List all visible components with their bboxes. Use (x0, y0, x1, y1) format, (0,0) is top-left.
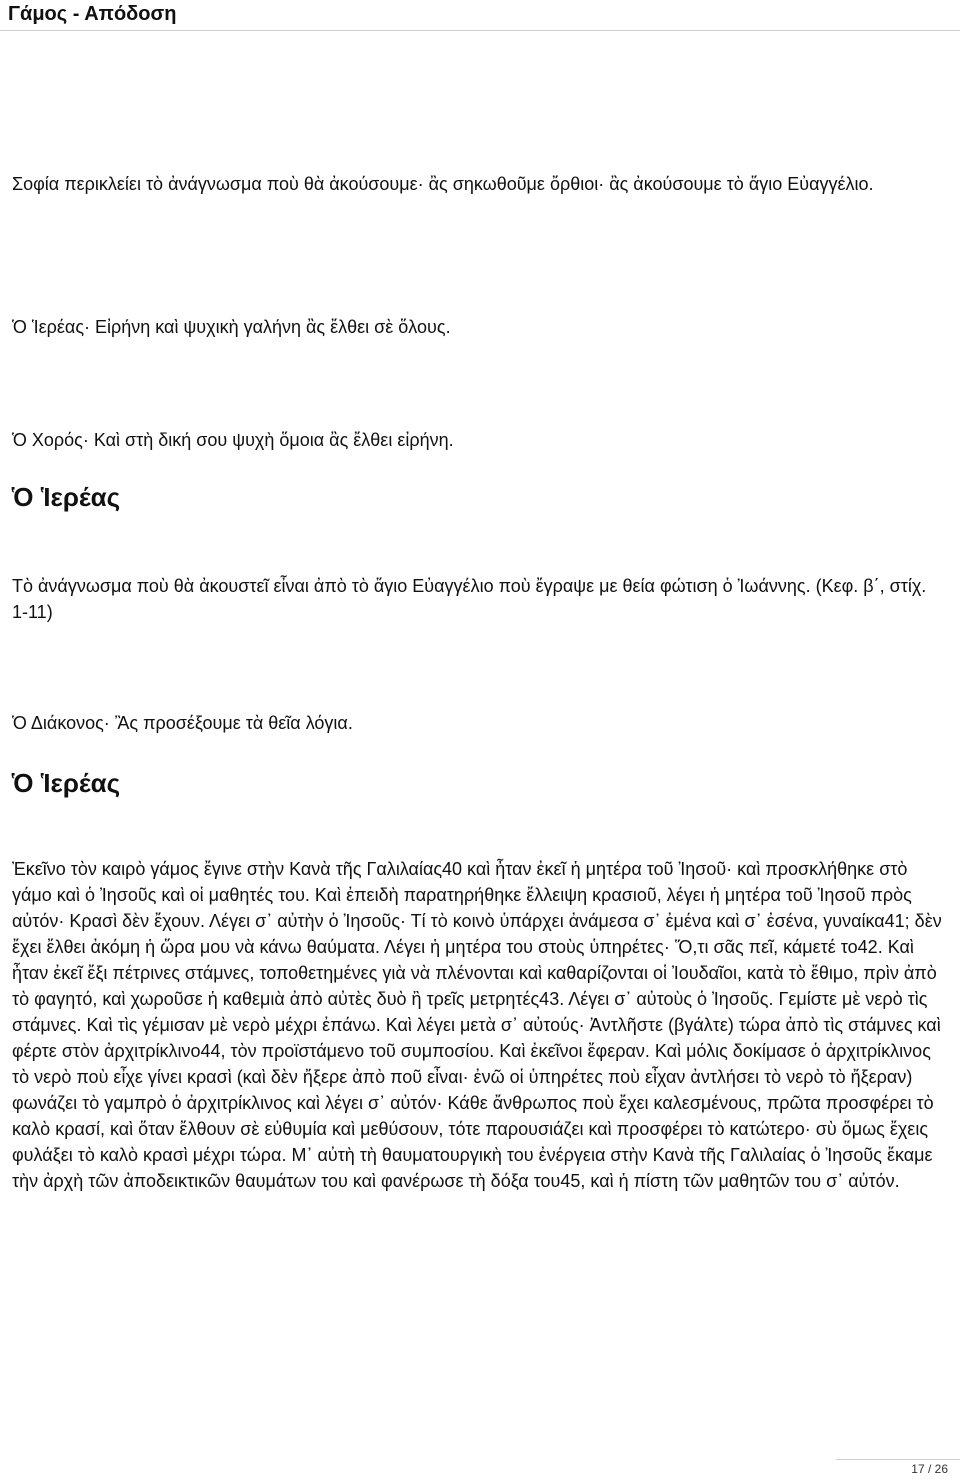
paragraph-gospel-intro: Τὸ ἀνάγνωσμα ποὺ θὰ ἀκουστεῖ εἶναι ἀπὸ τὸ ἅγιο Εὐαγγέλιο ποὺ ἔγραψε με θεία φώτιση ὁ Ἰωάννης. (Κεφ. β΄, στίχ. 1-11) (12, 576, 927, 622)
paragraph-choir-response: Ὁ Χορός· Καὶ στὴ δική σου ψυχὴ ὅμοια ἂς ἔλθει εἰρήνη. (12, 430, 454, 450)
document-title: Γάμος - Απόδοση (8, 3, 177, 25)
page-number: 17 / 26 (911, 1462, 948, 1476)
heading-priest: Ὁ Ἱερέας (12, 482, 121, 512)
paragraph-priest-peace: Ὁ Ἱερέας· Εἰρήνη καὶ ψυχικὴ γαλήνη ἂς ἔλθει σὲ ὅλους. (12, 317, 451, 337)
page-footer (0, 1459, 960, 1479)
paragraph-gospel-text: Ἐκεῖνο τὸν καιρὸ γάμος ἔγινε στὴν Κανὰ τῆς Γαλιλαίας40 καὶ ἦταν ἐκεῖ ἡ μητέρα τοῦ Ἰησοῦ· καὶ προσκλήθηκε στὸ γάμο καὶ ὁ Ἰησοῦς καὶ οἱ μαθητές του. Καὶ ἐπειδὴ παρατηρήθηκε ἔλλειψη κρασιοῦ, λέγει ἡ μητέρα τοῦ Ἰησοῦ πρὸς αὐτόν· Κρασὶ δὲν ἔχουν. Λέγει σ᾿ αὐτὴν ὁ Ἰησοῦς· Τί τὸ κοινὸ ὑπάρχει ἀνάμεσα σ᾿ ἐμένα καὶ σ᾿ ἐσένα, γυναίκα41; δὲν ἔχει ἔλθει ἀκόμη ἡ ὥρα μου νὰ κάνω θαύματα. Λέγει ἡ μητέρα του στοὺς ὑπηρέτες· Ὅ,τι σᾶς πεῖ, κάμετέ το42. Καὶ ἦταν ἐκεῖ ἔξι πέτρινες στάμνες, τοποθετημένες γιὰ νὰ πλένονται καὶ καθαρίζονται οἱ Ἰουδαῖοι, κατὰ τὸ ἔθιμο, πρὶν ἀπὸ τὸ φαγητό, καὶ χωροῦσε ἡ καθεμιὰ ἀπὸ αὐτὲς δυὸ ἢ τρεῖς μετρητές43. Λέγει σ᾿ αὐτοὺς ὁ Ἰησοῦς. Γεμίστε μὲ νερὸ τὶς στάμνες. Καὶ τὶς γέμισαν μὲ νερὸ μέχρι ἐπάνω. Καὶ λέγει μετὰ σ᾿ αὐτούς· Ἀντλῆστε (βγάλτε) τώρα ἀπὸ τὶς στάμνες καὶ φέρτε στὸν ἀρχιτρίκλινο44, τὸν προϊστάμενο τοῦ συμποσίου. Καὶ ἐκεῖνοι ἔφεραν. Καὶ μόλις δοκίμασε ὁ ἀρχιτρίκλινος τὸ νερὸ ποὺ εἶχε γίνει κρασὶ (καὶ δὲν ἤξερε ἀπὸ ποῦ εἶναι· ἐνῶ οἱ ὑπηρέτες ποὺ εἶχαν ἀντλήσει τὸ νερὸ τὸ ἤξεραν) φωνάζει τὸ γαμπρὸ ὁ ἀρχιτρίκλινος καὶ λέγει σ᾿ αὐτόν· Κάθε ἄνθρωπος ποὺ ἔχει καλεσμένους, πρῶτα προσφέρει τὸ καλὸ κρασί, καὶ ὅταν ἔλθουν σὲ εὐθυμία καὶ μεθύσουν, τότε παρουσιάζει καὶ προσφέρει τὸ κατώτερο· σὺ ὅμως ἔχεις φυλάξει τὸ καλὸ κρασὶ μέχρι τώρα. Μ᾿ αὐτὴ τὴ θαυματουργικὴ του ἐνέργεια στὴν Κανὰ τῆς Γαλιλαίας ὁ Ἰησοῦς ἔκαμε τὴν ἀρχὴ τῶν ἀποδεικτικῶν θαυμάτων του καὶ φανέρωσε τὴ δόξα του45, καὶ ἡ πίστη τῶν μαθητῶν του σ᾿ αὐτόν. (12, 859, 942, 1191)
paragraph-sophia: Σοφία περικλείει τὸ ἀνάγνωσμα ποὺ θὰ ἀκούσουμε· ἂς σηκωθοῦμε ὄρθιοι· ἂς ἀκούσουμε τὸ ἅγιο Εὐαγγέλιο. (12, 174, 874, 194)
heading-priest-2: Ὁ Ἱερέας (12, 768, 121, 798)
page-header (0, 0, 960, 31)
paragraph-deacon: Ὁ Διάκονος· Ἂς προσέξουμε τὰ θεῖα λόγια. (12, 713, 353, 733)
footer-divider (836, 1459, 960, 1460)
